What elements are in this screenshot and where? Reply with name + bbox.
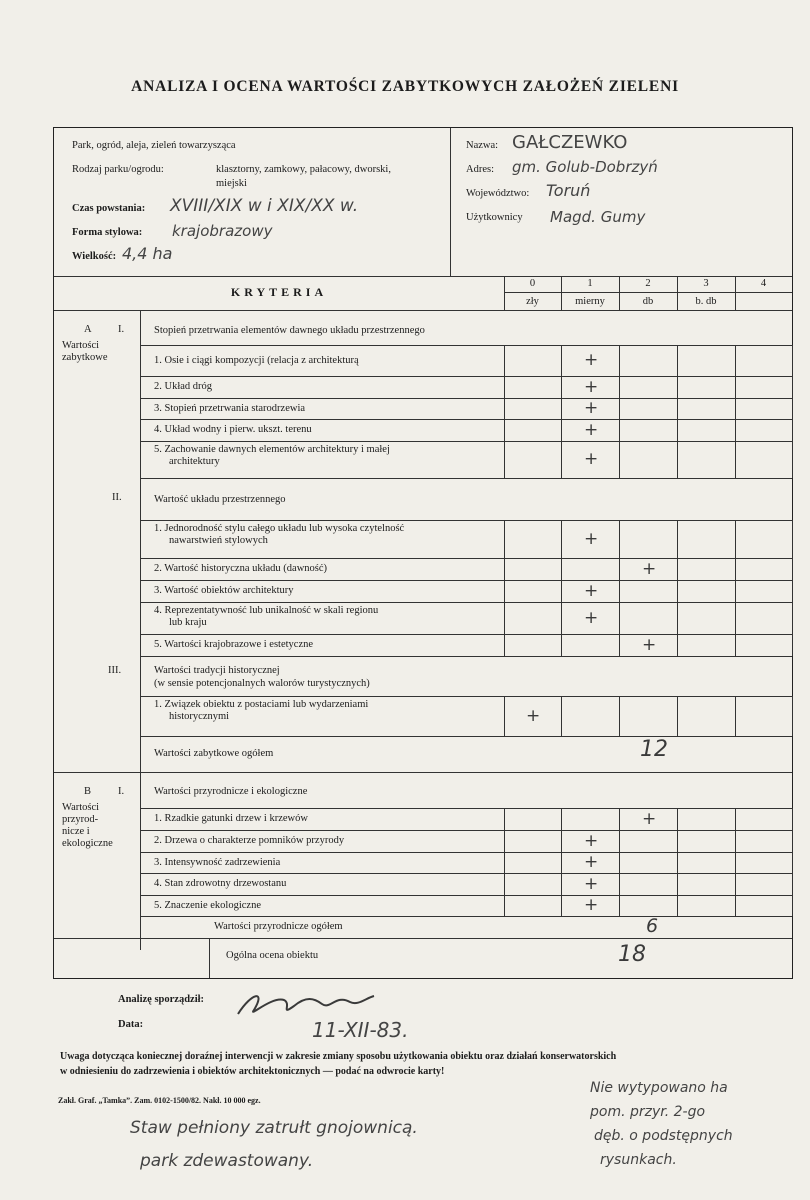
row-col-line [504, 830, 505, 852]
size-value: 4,4 ha [122, 244, 173, 263]
style-value: krajobrazowy [172, 222, 273, 240]
analysis-label: Analizę sporządził: [118, 994, 205, 1005]
kind-label: Rodzaj parku/ogrodu: [72, 164, 164, 175]
row-col-line [735, 558, 736, 580]
row-col-line [561, 602, 562, 634]
row-top-line [140, 634, 792, 635]
row-col-line [677, 634, 678, 656]
score-mark: + [584, 607, 599, 628]
row-top-line [140, 441, 792, 442]
row-col-line [504, 520, 505, 558]
row-col-line [735, 520, 736, 558]
row-col-line [619, 441, 620, 478]
row-col-line [677, 602, 678, 634]
criterion-label: 4. Układ wodny i pierw. ukszt. terenu [154, 424, 312, 435]
row-top-line [140, 696, 792, 697]
row-right-line [792, 441, 793, 478]
row-col-line [619, 419, 620, 441]
row-col-line [677, 376, 678, 398]
created-value: XVIII/XIX w i XIX/XX w. [170, 196, 359, 216]
row-col-line [619, 852, 620, 873]
criterion-label: 1. Osie i ciągi kompozycji (relacja z architekturą [154, 354, 359, 366]
criterion-label: 2. Układ dróg [154, 381, 213, 392]
section-b-label-1: Wartości [62, 802, 100, 813]
row-col-line [619, 345, 620, 376]
row-right-line [792, 873, 793, 895]
group-b1-title: Wartości przyrodnicze i ekologiczne [154, 786, 308, 797]
row-col-line [735, 830, 736, 852]
criterion-label: 5. Wartości krajobrazowe i estetyczne [154, 639, 314, 650]
row-col-line [677, 398, 678, 419]
row-col-line [561, 345, 562, 376]
note-right-3: dęb. o podstępnych [594, 1128, 733, 1144]
criterion-label: 5. Znaczenie ekologiczne [154, 899, 261, 911]
note-left-1: Staw pełniony zatrułt gnojownicą. [130, 1118, 418, 1138]
group-a2-title: Wartość układu przestrzennego [154, 494, 286, 505]
row-col-line [735, 808, 736, 830]
form-frame [53, 127, 793, 979]
row-right-line [792, 345, 793, 376]
row-right-line [792, 808, 793, 830]
criterion-label: 2. Wartość historyczna układu (dawność) [154, 563, 328, 574]
criterion-label: 1. Rzadkie gatunki drzew i krzewów [154, 813, 308, 824]
row-right-line [792, 520, 793, 558]
row-col-line [735, 895, 736, 916]
note-right-4: rysunkach. [600, 1152, 677, 1168]
header-bottom-line [54, 276, 792, 277]
criterion-label: 2. Drzewa o charakterze pomników przyrody [154, 835, 345, 846]
row-col-line [735, 441, 736, 478]
row-col-line [677, 830, 678, 852]
section-b-roman: I. [118, 786, 125, 797]
score-mark: + [642, 808, 657, 829]
row-col-line [677, 808, 678, 830]
warning-line-1: Uwaga dotycząca koniecznej doraźnej interwencji w zakresie zmiany sposobu użytkowania obiektu oraz działań konserwatorskich [60, 1051, 617, 1062]
date-value: 11-XII-83. [312, 1018, 409, 1042]
score-mark: + [584, 376, 599, 397]
section-b-label-2: przyrod- [62, 814, 99, 825]
row-top-line [140, 558, 792, 559]
criterion-label-2: lub kraju [169, 617, 207, 628]
form-title: ANALIZA I OCENA WARTOŚCI ZABYTKOWYCH ZAŁOŻEŃ ZIELENI [131, 78, 679, 95]
row-top-line [140, 580, 792, 581]
score-3: 3 [703, 278, 709, 289]
score-mark: + [584, 350, 599, 370]
row-col-line [677, 558, 678, 580]
group-a3-title-2: (w sensie potencjonalnych walorów turystycznych) [154, 678, 370, 689]
row-col-line [735, 419, 736, 441]
score-1: 1 [587, 278, 593, 289]
row-col-line [561, 873, 562, 895]
score-mark: + [584, 580, 599, 601]
row-col-line [735, 873, 736, 895]
total-a-value: 12 [640, 737, 668, 762]
row-col-line [619, 558, 620, 580]
row-col-line [561, 520, 562, 558]
row-top-line [140, 345, 792, 346]
criterion-label: 4. Reprezentatywność lub unikalność w skali regionu [154, 605, 379, 616]
overall-left-line [209, 938, 210, 978]
row-col-line [504, 808, 505, 830]
criteria-title: KRYTERIA [230, 285, 328, 299]
criterion-label: 5. Zachowanie dawnych elementów architektury i małej [154, 444, 390, 455]
row-top-line [140, 419, 792, 420]
row-right-line [792, 580, 793, 602]
score-mark: + [642, 634, 657, 655]
overall-label: Ogólna ocena obiektu [226, 950, 319, 961]
row-col-line [619, 808, 620, 830]
row-col-line [504, 376, 505, 398]
row-top-line [140, 602, 792, 603]
row-col-line [677, 580, 678, 602]
note-left-2: park zdewastowany. [140, 1151, 314, 1171]
row-col-line [561, 830, 562, 852]
row-top-line [140, 830, 792, 831]
row-right-line [792, 419, 793, 441]
row-top-line [140, 376, 792, 377]
row-top-line [140, 808, 792, 809]
row-col-line [561, 376, 562, 398]
score-label-3: b. db [695, 296, 717, 307]
users-value: Magd. Gumy [550, 208, 646, 226]
row-col-line [504, 345, 505, 376]
address-label: Adres: [466, 164, 494, 175]
row-right-line [792, 852, 793, 873]
row-col-line [735, 634, 736, 656]
row-col-line [677, 419, 678, 441]
total-a-top-line [140, 736, 792, 737]
row-col-line [504, 852, 505, 873]
total-b-label: Wartości przyrodnicze ogółem [214, 921, 343, 932]
score-mark: + [584, 852, 599, 872]
score-0: 0 [529, 278, 536, 289]
row-col-line [561, 634, 562, 656]
criterion-label: 3. Wartość obiektów architektury [154, 585, 294, 596]
overall-value: 18 [618, 942, 646, 967]
section-b-top-line [54, 772, 792, 773]
row-col-line [504, 441, 505, 478]
warning-line-2: w odniesieniu do zadrzewienia i obiektów architektonicznych — podać na odwrocie karty! [60, 1066, 445, 1077]
row-col-line [677, 895, 678, 916]
score-mark: + [584, 873, 599, 894]
kind-options-2: miejski [216, 178, 247, 189]
overall-top-line [54, 938, 792, 939]
score-mark: + [584, 830, 599, 851]
row-col-line [735, 852, 736, 873]
voivodeship-label: Województwo: [466, 188, 530, 199]
total-a-label: Wartości zabytkowe ogółem [154, 748, 274, 759]
row-col-line [561, 398, 562, 419]
row-top-line [140, 873, 792, 874]
row-col-line [561, 852, 562, 873]
row-col-line [504, 580, 505, 602]
row-top-line [140, 398, 792, 399]
row-col-line [619, 634, 620, 656]
size-label: Wielkość: [72, 251, 117, 262]
row-col-line [561, 441, 562, 478]
row-right-line [792, 558, 793, 580]
row-col-line [561, 696, 562, 736]
row-col-line [504, 696, 505, 736]
row-col-line [677, 345, 678, 376]
row-col-line [735, 398, 736, 419]
row-top-line [140, 520, 792, 521]
row-col-line [677, 852, 678, 873]
score-mark: + [584, 398, 599, 418]
score-label-1: mierny [575, 296, 605, 307]
row-col-line [561, 419, 562, 441]
criterion-label-2: architektury [169, 456, 220, 467]
section-a-label-2: zabytkowe [62, 352, 108, 363]
row-col-line [677, 696, 678, 736]
section-a-label-1: Wartości [62, 340, 100, 351]
row-col-line [619, 520, 620, 558]
score-mark: + [526, 705, 541, 726]
style-label: Forma stylowa: [72, 227, 143, 238]
users-label: Użytkownicy [466, 212, 523, 223]
row-col-line [619, 895, 620, 916]
row-col-line [561, 808, 562, 830]
left-col-divider [140, 310, 141, 950]
row-col-line [735, 696, 736, 736]
row-col-line [504, 634, 505, 656]
voivodeship-value: Toruń [546, 181, 591, 200]
row-right-line [792, 398, 793, 419]
group-top-line [140, 478, 792, 479]
criteria-mid-line [504, 292, 792, 293]
row-col-line [504, 895, 505, 916]
score-mark: + [584, 528, 599, 549]
section-a-roman-3: III. [108, 665, 122, 676]
type-label: Park, ogród, aleja, zieleń towarzysząca [72, 140, 236, 151]
score-mark: + [642, 558, 657, 579]
score-4: 4 [760, 278, 767, 289]
row-right-line [792, 895, 793, 916]
row-col-line [504, 398, 505, 419]
row-right-line [792, 634, 793, 656]
score-mark: + [584, 895, 599, 915]
row-col-line [504, 558, 505, 580]
row-col-line [504, 419, 505, 441]
row-col-line [677, 873, 678, 895]
row-col-line [735, 602, 736, 634]
row-col-line [735, 580, 736, 602]
criterion-label-2: nawarstwień stylowych [169, 535, 268, 546]
created-label: Czas powstania: [72, 203, 146, 214]
kind-options: klasztorny, zamkowy, pałacowy, dworski, [216, 164, 391, 175]
row-col-line [619, 830, 620, 852]
note-right-2: pom. przyr. 2-go [590, 1104, 706, 1120]
section-b-letter: B [84, 786, 92, 797]
row-col-line [619, 602, 620, 634]
row-col-line [619, 398, 620, 419]
total-b-top-line [140, 916, 792, 917]
group-a1-title: Stopień przetrwania elementów dawnego układu przestrzennego [154, 325, 425, 336]
row-col-line [619, 873, 620, 895]
criterion-label-2: historycznymi [169, 711, 230, 722]
row-col-line [735, 345, 736, 376]
row-col-line [561, 895, 562, 916]
row-top-line [140, 895, 792, 896]
criterion-label: 1. Związek obiektu z postaciami lub wydarzeniami [154, 699, 369, 710]
row-col-line [504, 602, 505, 634]
section-b-label-4: ekologiczne [62, 838, 113, 849]
criterion-label: 3. Stopień przetrwania starodrzewia [154, 402, 306, 414]
row-right-line [792, 830, 793, 852]
criterion-label: 4. Stan zdrowotny drzewostanu [154, 878, 287, 889]
row-right-line [792, 376, 793, 398]
total-b-value: 6 [646, 915, 659, 937]
note-right-1: Nie wytypowano ha [590, 1080, 728, 1096]
score-2: 2 [645, 278, 651, 289]
section-a-letter: A [84, 324, 92, 335]
address-value: gm. Golub-Dobrzyń [512, 158, 658, 176]
name-value: GAŁCZEWKO [512, 132, 628, 153]
section-a-roman-1: I. [118, 324, 125, 335]
criterion-label: 3. Intensywność zadrzewienia [154, 856, 281, 868]
row-right-line [792, 696, 793, 736]
row-top-line [140, 852, 792, 853]
printer-line: Zakł. Graf. „Tamka”. Zam. 0102-1500/82. Nakł. 10 000 egz. [58, 1096, 261, 1105]
score-mark: + [584, 419, 599, 440]
date-label: Data: [118, 1019, 144, 1030]
section-a-roman-2: II. [112, 492, 122, 503]
section-b-label-3: nicze i [62, 826, 90, 837]
name-label: Nazwa: [466, 140, 499, 151]
header-divider [450, 128, 451, 276]
row-col-line [561, 558, 562, 580]
row-col-line [504, 873, 505, 895]
row-col-line [677, 441, 678, 478]
row-col-line [619, 376, 620, 398]
row-col-line [619, 580, 620, 602]
row-col-line [619, 696, 620, 736]
row-col-line [677, 520, 678, 558]
score-label-2: db [642, 296, 654, 307]
row-right-line [792, 602, 793, 634]
group-top-line [140, 656, 792, 657]
row-col-line [561, 580, 562, 602]
score-mark: + [584, 449, 599, 469]
row-col-line [735, 376, 736, 398]
group-a3-title: Wartości tradycji historycznej [154, 665, 280, 676]
score-label-0: zły [526, 296, 539, 307]
group-top-line [140, 310, 792, 311]
criterion-label: 1. Jednorodność stylu całego układu lub wysoka czytelność [154, 523, 405, 534]
